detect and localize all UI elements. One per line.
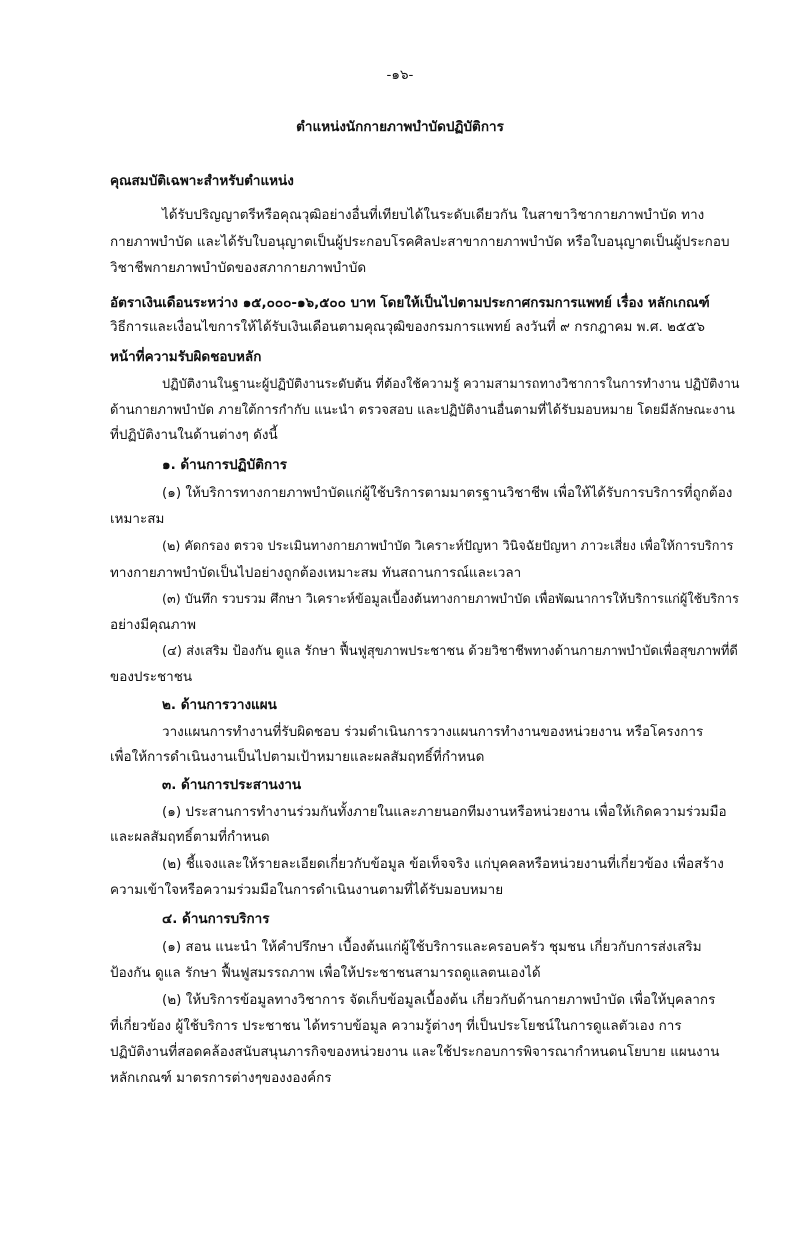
salary-line: อัตราเงินเดือนระหว่าง ๑๕,๐๐๐-๑๖,๕๐๐ บาท โดยให้เป็นไปตามประกาศกรมการแพทย์ เรื่อง หลักเกณฑ์ xyxy=(110,295,710,311)
qualification-line: กายภาพบำบัด และได้รับใบอนุญาตเป็นผู้ประกอบโรคศิลปะสาขากายภาพบำบัด หรือใบอนุญาตเป็นผู้ประกอบ xyxy=(110,234,730,250)
section-line: (๑) สอน แนะนำ ให้คำปรึกษา เบื้องต้นแก่ผู้ใช้บริการและครอบครัว ชุมชน เกี่ยวกับการส่งเสริม xyxy=(162,939,702,955)
section-line: (๔) ส่งเสริม ป้องกัน ดูแล รักษา ฟื้นฟูสุขภาพประชาชน ด้วยวิชาชีพทางด้านกายภาพบำบัดเพื่อสุขภาพที่ดี xyxy=(162,644,738,659)
section-line: (๑) ประสานการทำงานร่วมกันทั้งภายในและภายนอกทีมงานหรือหน่วยงาน เพื่อให้เกิดความร่วมมือ xyxy=(162,804,727,820)
page-number: -๑๖- xyxy=(386,67,414,83)
section-line: วางแผนการทำงานที่รับผิดชอบ ร่วมดำเนินการวางแผนการทำงานของหน่วยงาน หรือโครงการ xyxy=(162,724,704,740)
section-line: (๒) ให้บริการข้อมูลทางวิชาการ จัดเก็บข้อมูลเบื้องต้น เกี่ยวกับด้านกายภาพบำบัด เพื่อให้บุคลากร xyxy=(162,992,716,1008)
section-line: ป้องกัน ดูแล รักษา ฟื้นฟูสมรรถภาพ เพื่อให้ประชาชนสามารถดูแลตนเองได้ xyxy=(110,965,541,981)
section-heading-operations: ๑. ด้านการปฏิบัติการ xyxy=(162,457,287,473)
section-heading-service: ๔. ด้านการบริการ xyxy=(162,911,270,927)
section-line: (๑) ให้บริการทางกายภาพบำบัดแก่ผู้ใช้บริการตามมาตรฐานวิชาชีพ เพื่อให้ได้รับการบริการที่ถูกต้อง xyxy=(162,485,733,501)
duties-intro-line: ที่ปฏิบัติงานในด้านต่างๆ ดังนี้ xyxy=(110,427,278,443)
section-line: ที่เกี่ยวข้อง ผู้ใช้บริการ ประชาชน ได้ทราบข้อมูล ความรู้ต่างๆ ที่เป็นประโยชน์ในการดูแลตัวเอง การ xyxy=(110,1018,682,1034)
qualification-line: ได้รับปริญญาตรีหรือคุณวุฒิอย่างอื่นที่เทียบได้ในระดับเดียวกัน ในสาขาวิชากายภาพบำบัด ทาง xyxy=(162,207,705,223)
section-line: เหมาะสม xyxy=(110,511,165,527)
section-line: ความเข้าใจหรือความร่วมมือในการดำเนินงานตามที่ได้รับมอบหมาย xyxy=(110,882,504,898)
duties-heading: หน้าที่ความรับผิดชอบหลัก xyxy=(110,349,262,365)
section-line: ปฏิบัติงานที่สอดคล้องสนับสนุนภารกิจของหน่วยงาน และใช้ประกอบการพิจารณากำหนดนโยบาย แผนงาน xyxy=(110,1044,720,1060)
duties-intro-line: ปฏิบัติงานในฐานะผู้ปฏิบัติงานระดับต้น ที่ต้องใช้ความรู้ ความสามารถทางวิชาการในการทำงาน ปฏิบัติงาน xyxy=(162,377,740,392)
section-line: ทางกายภาพบำบัดเป็นไปอย่างถูกต้องเหมาะสม ทันสถานการณ์และเวลา xyxy=(110,565,522,581)
qualification-line: วิชาชีพกายภาพบำบัดของสภากายภาพบำบัด xyxy=(110,260,367,276)
section-heading-planning: ๒. ด้านการวางแผน xyxy=(162,697,277,713)
salary-line: วิธีการและเงื่อนไขการให้ได้รับเงินเดือนตามคุณวุฒิของกรมการแพทย์ ลงวันที่ ๙ กรกฎาคม พ.ศ. ๒๕๕๖ xyxy=(110,319,705,335)
page-title: ตำแหน่งนักกายภาพบำบัดปฏิบัติการ xyxy=(296,119,504,135)
section-line: (๒) ชี้แจงและให้รายละเอียดเกี่ยวกับข้อมูล ข้อเท็จจริง แก่บุคคลหรือหน่วยงานที่เกี่ยวข้อง เพื่อสร้าง xyxy=(162,856,724,872)
section-heading-coordination: ๓. ด้านการประสานงาน xyxy=(162,777,302,793)
section-line: และผลสัมฤทธิ์ตามที่กำหนด xyxy=(110,829,270,845)
section-line: เพื่อให้การดำเนินงานเป็นไปตามเป้าหมายและผลสัมฤทธิ์ที่กำหนด xyxy=(110,749,485,765)
section-line: ของประชาชน xyxy=(110,669,193,685)
section-line: (๓) บันทึก รวบรวม ศึกษา วิเคราะห์ข้อมูลเบื้องต้นทางกายภาพบำบัด เพื่อพัฒนาการให้บริการแก่ผู้ใช้บริการ xyxy=(162,592,739,607)
section-line: (๒) คัดกรอง ตรวจ ประเมินทางกายภาพบำบัด วิเคราะห์ปัญหา วินิจฉัยปัญหา ภาวะเสี่ยง เพื่อให้การบริการ xyxy=(162,539,734,554)
qualification-heading: คุณสมบัติเฉพาะสำหรับตำแหน่ง xyxy=(110,173,294,189)
duties-intro-line: ด้านกายภาพบำบัด ภายใต้การกำกับ แนะนำ ตรวจสอบ และปฏิบัติงานอื่นตามที่ได้รับมอบหมาย โดยมีลักษณะงาน xyxy=(110,403,735,418)
section-line: หลักเกณฑ์ มาตรการต่างๆของงองค์กร xyxy=(110,1070,332,1086)
section-line: อย่างมีคุณภาพ xyxy=(110,617,197,633)
